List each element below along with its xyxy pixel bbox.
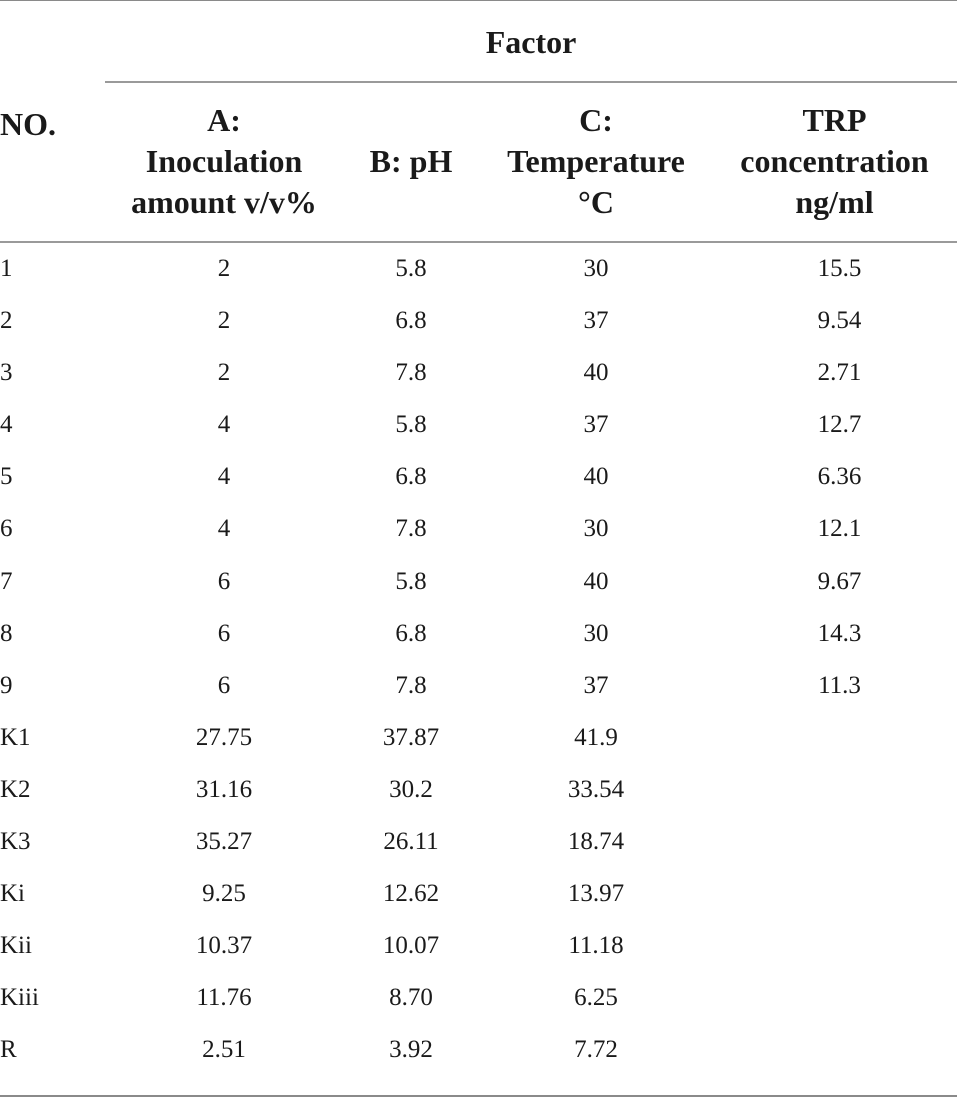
cell-inoculation-amount: 27.75 xyxy=(195,723,253,751)
cell-inoculation-amount: 2 xyxy=(217,307,231,335)
cell-inoculation-amount: 4 xyxy=(217,463,231,491)
cell-ph: 6.8 xyxy=(395,619,427,647)
cell-trp-concentration: 15.5 xyxy=(817,255,862,282)
table-row xyxy=(0,295,957,347)
cell-temperature: 13.97 xyxy=(567,880,625,908)
table-row xyxy=(0,608,957,660)
table-row xyxy=(0,764,957,816)
cell-inoculation-amount: 4 xyxy=(217,515,231,543)
table-row xyxy=(0,1024,957,1076)
cell-temperature: 30 xyxy=(583,515,609,543)
cell-temperature: 7.72 xyxy=(574,1036,618,1064)
cell-trp-concentration: 12.1 xyxy=(817,515,862,543)
cell-ph: 5.8 xyxy=(395,255,427,282)
table-row xyxy=(0,451,957,503)
cell-inoculation-amount: 2.51 xyxy=(202,1036,246,1064)
cell-no: K3 xyxy=(0,828,31,856)
cell-no: 4 xyxy=(0,411,13,439)
cell-temperature: 30 xyxy=(583,255,609,282)
cell-trp-concentration: 11.3 xyxy=(818,671,861,699)
cell-temperature: 37 xyxy=(583,411,609,439)
cell-ph: 8.70 xyxy=(389,984,433,1012)
cell-no: 9 xyxy=(0,671,13,699)
table-row xyxy=(0,660,957,712)
table-row xyxy=(0,399,957,451)
cell-ph: 30.2 xyxy=(389,775,433,803)
cell-inoculation-amount: 4 xyxy=(217,411,231,439)
bottom-rule xyxy=(0,1095,957,1097)
top-rule xyxy=(0,0,957,1)
cell-ph: 3.92 xyxy=(389,1036,433,1064)
column-header-no: NO. xyxy=(0,106,56,142)
table-row xyxy=(0,243,957,295)
table-row xyxy=(0,556,957,608)
cell-no: Ki xyxy=(0,880,25,908)
cell-no: Kiii xyxy=(0,984,39,1012)
cell-inoculation-amount: 11.76 xyxy=(196,984,252,1012)
table-row xyxy=(0,868,957,920)
cell-no: 8 xyxy=(0,619,13,647)
cell-no: 7 xyxy=(0,567,13,595)
table-row xyxy=(0,816,957,868)
cell-temperature: 37 xyxy=(583,307,609,335)
cell-ph: 7.8 xyxy=(395,671,427,699)
factor-group-header: Factor xyxy=(485,24,577,60)
cell-ph: 5.8 xyxy=(395,567,427,595)
cell-trp-concentration: 14.3 xyxy=(817,619,862,647)
cell-ph: 6.8 xyxy=(395,307,427,335)
cell-ph: 7.8 xyxy=(395,515,427,543)
column-header-inoculation-amount: A: Inoculation amount v/v% xyxy=(131,102,317,220)
cell-inoculation-amount: 6 xyxy=(217,619,231,647)
cell-no: 3 xyxy=(0,359,13,387)
cell-trp-concentration: 2.71 xyxy=(817,359,862,387)
cell-temperature: 40 xyxy=(583,567,609,595)
cell-ph: 6.8 xyxy=(395,463,427,491)
cell-inoculation-amount: 9.25 xyxy=(202,880,246,908)
cell-ph: 7.8 xyxy=(395,359,427,387)
table-row xyxy=(0,503,957,555)
cell-no: 6 xyxy=(0,515,13,543)
cell-trp-concentration: 6.36 xyxy=(817,463,862,491)
cell-inoculation-amount: 2 xyxy=(217,255,231,282)
cell-trp-concentration xyxy=(712,868,957,920)
cell-ph: 10.07 xyxy=(382,932,440,960)
cell-trp-concentration xyxy=(712,712,957,764)
factor-group-rule xyxy=(105,81,957,83)
cell-ph: 37.87 xyxy=(382,723,440,751)
cell-trp-concentration xyxy=(712,764,957,816)
cell-no: 1 xyxy=(0,255,13,282)
table-row xyxy=(0,712,957,764)
cell-no: 5 xyxy=(0,463,13,491)
cell-inoculation-amount: 6 xyxy=(217,671,231,699)
cell-trp-concentration xyxy=(712,920,957,972)
cell-inoculation-amount: 35.27 xyxy=(195,828,253,856)
cell-no: 2 xyxy=(0,307,13,335)
table-row xyxy=(0,920,957,972)
cell-inoculation-amount: 10.37 xyxy=(195,932,253,960)
cell-temperature: 37 xyxy=(583,671,609,699)
cell-temperature: 41.9 xyxy=(574,723,618,751)
cell-no: K2 xyxy=(0,775,31,803)
cell-ph: 12.62 xyxy=(382,880,440,908)
cell-inoculation-amount: 6 xyxy=(217,567,231,595)
column-header-ph: B: pH xyxy=(369,143,453,179)
table-row xyxy=(0,347,957,399)
cell-trp-concentration xyxy=(712,816,957,868)
cell-ph: 5.8 xyxy=(395,411,427,439)
cell-inoculation-amount: 2 xyxy=(217,359,231,387)
cell-no: R xyxy=(0,1036,17,1064)
cell-temperature: 40 xyxy=(583,463,609,491)
cell-temperature: 6.25 xyxy=(574,984,618,1012)
table-row xyxy=(0,972,957,1024)
cell-no: K1 xyxy=(0,723,31,751)
column-header-trp-concentration: TRP concentration ng/ml xyxy=(740,102,929,220)
cell-trp-concentration: 9.54 xyxy=(817,307,862,335)
column-header-temperature: C: Temperature °C xyxy=(507,102,685,220)
cell-temperature: 11.18 xyxy=(568,932,624,960)
cell-no: Kii xyxy=(0,932,32,960)
cell-temperature: 33.54 xyxy=(567,775,625,803)
table-body xyxy=(0,243,957,1077)
cell-temperature: 18.74 xyxy=(567,828,625,856)
cell-trp-concentration xyxy=(712,972,957,1024)
cell-inoculation-amount: 31.16 xyxy=(195,775,253,803)
cell-trp-concentration: 12.7 xyxy=(817,411,862,439)
cell-temperature: 30 xyxy=(583,619,609,647)
cell-ph: 26.11 xyxy=(383,828,439,856)
cell-temperature: 40 xyxy=(583,359,609,387)
cell-trp-concentration xyxy=(712,1024,957,1076)
cell-trp-concentration: 9.67 xyxy=(817,567,862,595)
